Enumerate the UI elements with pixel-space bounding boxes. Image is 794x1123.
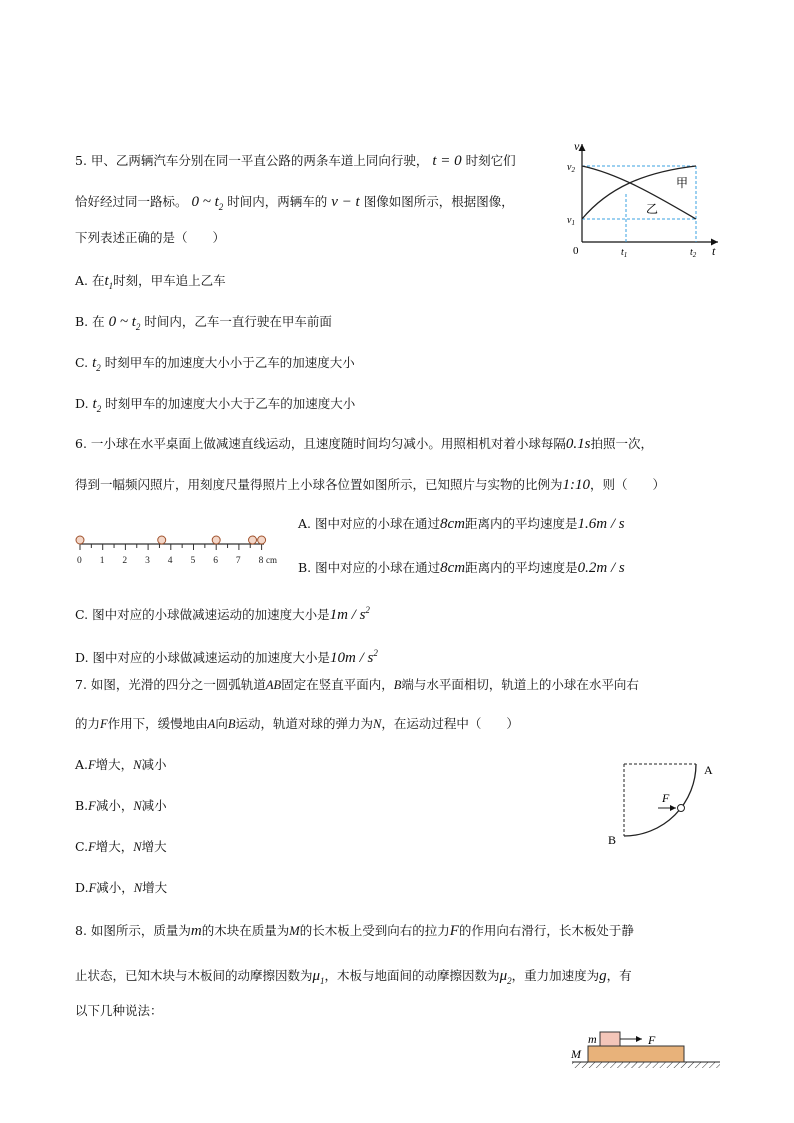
q6-ruler-unit: cm: [266, 555, 277, 565]
q5-stem-line-1: [75, 152, 516, 170]
q6-ball: [76, 536, 84, 544]
q5-vt: v − t: [331, 194, 360, 210]
q6-ball: [258, 536, 266, 544]
q7-option-d: D.F减小，N增大: [75, 880, 168, 895]
q6-ball: [249, 536, 257, 544]
q8-label-m: m: [588, 1032, 597, 1046]
q5-v-axis-label: v: [574, 139, 580, 153]
q6-option-c: C. 图中对应的小球做减速运动的加速度大小是$1m / s^2$: [75, 605, 370, 623]
q6-option-d: D. 图中对应的小球做减速运动的加速度大小是$10m / s^2$: [75, 648, 378, 666]
q6-ruler-label: 4: [167, 556, 173, 566]
q7-ball: [678, 805, 685, 812]
q5-stem-text-2a: 恰好经过同一路标。: [75, 194, 188, 209]
q7-option-c: C.F增大，N增大: [75, 839, 167, 854]
q8-block-m: [600, 1032, 620, 1046]
q8-stem-line-2: 止状态，已知木块与木板间的动摩擦因数为$\mu_1$，木板与地面间的动摩擦因数为$\mu_2$，重力加速度为g，有: [75, 968, 632, 986]
q7-stem-line-1: 7. 如图，光滑的四分之一圆弧轨道AB固定在竖直平面内，B端与水平面相切，轨道上的小球在水平向右: [75, 677, 639, 692]
q8-ground-hatch: [572, 1062, 720, 1068]
q6-ball: [212, 536, 220, 544]
q5-option-c: C. $t_2$ 时刻甲车的加速度大小小于乙车的加速度大小: [75, 355, 355, 373]
q7-label-f: F: [662, 791, 670, 805]
q6-ruler-label: 7: [235, 556, 241, 566]
q6-stem-line-1: 6. 一小球在水平桌面上做减速直线运动，且速度随时间均匀减小。用照相机对着小球每隔0.1s拍照一次，: [75, 436, 654, 452]
q7-label-b: B: [608, 833, 617, 847]
q7-option-b: B.F减小，N减小: [75, 798, 167, 813]
q6-ruler-label: 1: [99, 556, 105, 566]
q5-stem-text-2b: 时间内，两辆车的: [227, 194, 328, 209]
q5-curve-yi: [582, 166, 696, 219]
q5-vt-graph: [560, 138, 730, 260]
q5-label-yi: 乙: [646, 202, 659, 216]
q6-stem-line-2: 得到一幅频闪照片，用刻度尺量得照片上小球各位置如图所示，已知照片与实物的比例为1:10，则（ ）: [75, 477, 666, 493]
q5-stem-text-1a: 5. 甲、乙两辆汽车分别在同一平直公路的两条车道上同向行驶，: [75, 153, 429, 168]
q6-ruler-label: 6: [213, 556, 218, 566]
q8-label-F: F: [648, 1033, 656, 1047]
q5-v2-label: $v_2$: [567, 162, 575, 174]
q5-curve-jia: [582, 166, 696, 219]
q7-label-a: A: [704, 763, 713, 777]
q5-t1-label: $t_1$: [621, 247, 628, 259]
q8-board-M: [588, 1046, 684, 1062]
q8-label-M: M: [571, 1047, 581, 1061]
q5-option-b: B. 在 0 ~ $t_2$ 时间内，乙车一直行驶在甲车前面: [75, 314, 332, 332]
q5-t-zero: t = 0: [432, 153, 462, 169]
q5-t-axis-label: t: [712, 244, 716, 258]
q7-stem-line-2: 的力F作用下，缓慢地由A向B运动，轨道对球的弹力为N，在运动过程中（ ）: [75, 716, 519, 731]
q6-ruler-label: 8: [258, 556, 264, 566]
q5-t2-label: $t_2$: [690, 247, 697, 259]
q5-stem-line-3: 下列表述正确的是（ ）: [75, 230, 226, 245]
q8-stem-line-1: 8. 如图所示，质量为m的木块在质量为M的长木板上受到向右的拉力F的作用向右滑行，长木板处于静: [75, 923, 634, 939]
q6-ruler-label: 0: [77, 556, 82, 566]
q5-stem-line-2: [75, 193, 514, 216]
q6-option-a: A. 图中对应的小球在通过8cm距离内的平均速度是1.6m / s: [298, 516, 625, 532]
q7-track-figure: [600, 758, 730, 850]
q6-ruler-label: 3: [145, 556, 150, 566]
q5-option-a: A. 在$t_1$时刻，甲车追上乙车: [75, 273, 226, 291]
q8-block-figure: [566, 1020, 726, 1070]
q7-option-a: A.F增大，N减小: [75, 757, 167, 772]
q5-origin-label: 0: [573, 245, 579, 257]
q5-option-d: D. $t_2$ 时刻甲车的加速度大小大于乙车的加速度大小: [75, 396, 356, 414]
q5-interval: 0 ~ $t_2$: [191, 194, 224, 212]
q6-ball: [158, 536, 166, 544]
q5-label-jia: 甲: [676, 176, 689, 190]
q5-v1-label: $v_1$: [567, 215, 575, 227]
q8-stem-line-3: 以下几种说法：: [75, 1003, 163, 1018]
q5-stem-text-1b: 时刻它们: [465, 153, 516, 168]
q7-arc-track: [624, 764, 696, 836]
q6-ruler-label: 2: [122, 556, 128, 566]
q6-option-b: B. 图中对应的小球在通过8cm距离内的平均速度是0.2m / s: [298, 560, 625, 576]
q6-ruler-figure: [72, 532, 292, 572]
q5-stem-text-2c: 图像如图所示，根据图像，: [363, 194, 514, 209]
q6-ruler-label: 5: [190, 556, 196, 566]
